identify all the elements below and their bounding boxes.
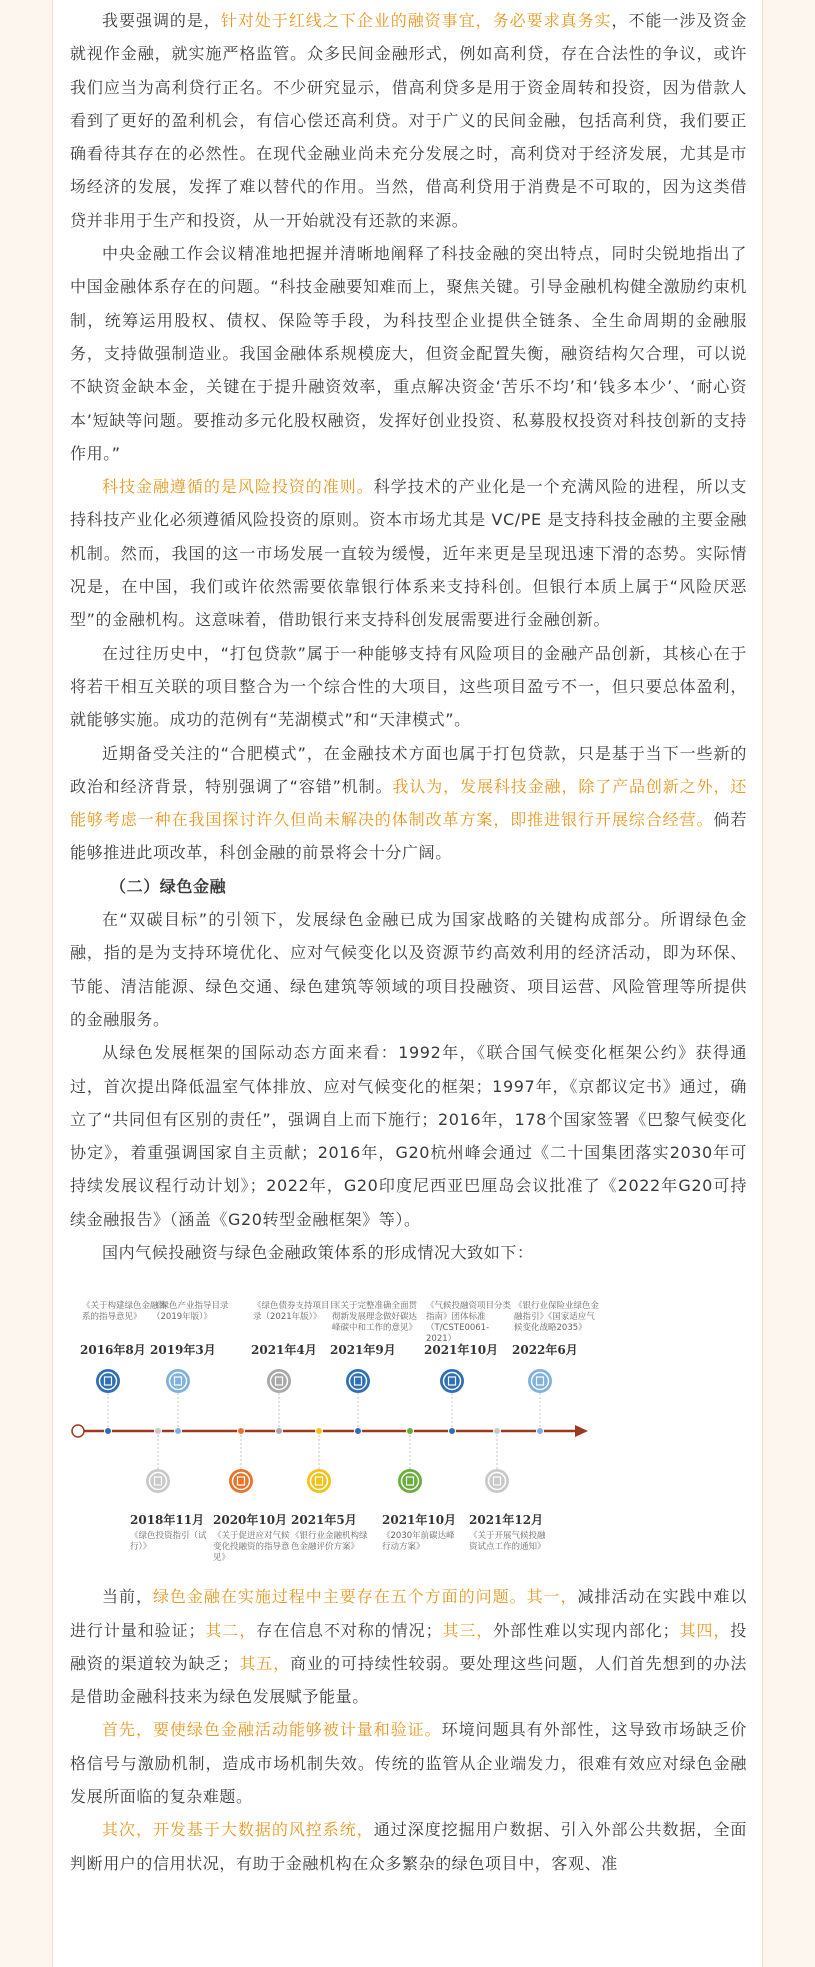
timeline-bottom-note: 《银行业金融机构绿色金融评价方案》 xyxy=(291,1531,368,1553)
paragraph-7: 从绿色发展框架的国际动态方面来看：1992年，《联合国气候变化框架公约》获得通过，首次提出降低温室气体排放、应对气候变化的框架；1997年，《京都议定书》通过，确立了“共同但有区别的责任”，强调自上而下施行；2016年，178个国家签署《巴黎气候变化协定》，着重强调国家自主贡献；2016年，G20杭州峰会通过《二十国集团落实2030年可持续发展议程行动计划》；2022年，G20印度尼西亚巴厘岛会议批准了《2022年G20可持续金融报告》（涵盖《G20转型金融框架》等）。 xyxy=(70,1043,747,1229)
highlight-text: 其三， xyxy=(442,1620,494,1640)
timeline-top-note: 《气候投融资项目分类指南》团体标准（T/CSTE0061-2021） xyxy=(426,1301,512,1345)
timeline-bottom-note: 《2030年前碳达峰行动方案》 xyxy=(382,1531,455,1553)
text: 我要强调的是， xyxy=(102,11,221,30)
timeline-top-date: 2021年4月 xyxy=(251,1343,317,1358)
timeline-top-note: 《绿色产业指导目录（2019年版）》 xyxy=(152,1301,229,1323)
highlight-text: 科技金融遵循的是风险投资的准则。 xyxy=(102,477,374,497)
text: 减排活动在实践中难以进行计量和验证； xyxy=(70,1587,747,1640)
timeline-dot xyxy=(316,1428,323,1435)
text: 商业的可持续性较弱。要处理这些问题，人们首先想到的办法是借助金融科技来为绿色发展赋予能量。 xyxy=(70,1653,747,1707)
timeline-bottom-note: 《绿色投资指引（试行）》 xyxy=(130,1531,207,1553)
text: 倘若能够推进此项改革，科创金融的前景将会十分广阔。 xyxy=(70,810,747,863)
highlight-text: 其次，开发基于大数据的风控系统， xyxy=(102,1820,374,1840)
highlight-text: 首先，要使绿色金融活动能够被计量和验证。 xyxy=(102,1720,442,1740)
timeline-bottom-note: 《关于开展气候投融资试点工作的通知》 xyxy=(469,1531,546,1553)
timeline-dot xyxy=(175,1428,182,1435)
highlight-text: 我认为，发展科技金融，除了产品创新之外，还能够考虑一种在我国探讨许久但尚未解决的体制改革方案，即推进银行开展综合经营。 xyxy=(70,776,747,830)
text: 存在信息不对称的情况； xyxy=(256,1620,443,1640)
highlight-text: 其五， xyxy=(239,1653,291,1673)
highlight-text: 其四， xyxy=(679,1620,731,1640)
paragraph-1 xyxy=(70,4,747,237)
paragraph-4: 在过往历史中，“打包贷款”属于一种能够支持有风险项目的金融产品创新，其核心在于将若干相互关联的项目整合为一个综合性的大项目，这些项目盈亏不一，但只要总体盈利，就能够实施。成功的范例有“芜湖模式”和“天津模式”。 xyxy=(70,643,747,730)
paragraph-5 xyxy=(70,737,747,870)
text: 环境问题具有外部性，这导致市场缺乏价格信号与激励机制，造成市场机制失效。传统的监管从企业端发力，很难有效应对绿色金融发展所面临的复杂难题。 xyxy=(70,1720,747,1807)
timeline-bottom-note: 《关于促进应对气候变化投融资的指导意见》 xyxy=(213,1531,290,1564)
timeline-dot xyxy=(537,1428,544,1435)
paragraph-2: 中央金融工作会议精准地把握并清晰地阐释了科技金融的突出特点，同时尖锐地指出了中国金融体系存在的问题。“科技金融要知难而上，聚焦关键。引导金融机构健全激励约束机制，统筹运用股权、债权、保险等手段，为科技型企业提供全链条、全生命周期的金融服务，支持做强制造业。我国金融体系规模庞大，但资金配置失衡，融资结构欠合理，可以说不缺资金缺本金，关键在于提升融资效率，重点解决资金‘苦乐不均’和‘钱多本少’、‘耐心资本’短缺等问题。要推动多元化股权融资，发挥好创业投资、私募股权投资对科技创新的支持作用。” xyxy=(70,244,747,463)
text: 科学技术的产业化是一个充满风险的进程，所以支持科技产业化必须遵循风险投资的原则。资本市场尤其是 VC/PE 是支持科技金融的主要金融机制。然而，我国的这一市场发展一直较为缓慢，近年来更是呈现迅速下滑的态势。实际情况是，在中国，我们或许依然需要依靠银行体系来支持科创。但银行本质上属于“风险厌恶型”的金融机构。这意味着，借助银行来支持科创发展需要进行金融创新。 xyxy=(70,477,748,630)
text: 当前， xyxy=(102,1587,153,1607)
timeline-dot xyxy=(494,1428,501,1435)
timeline-top-date: 2021年9月 xyxy=(330,1343,396,1358)
paragraph-6: 在“双碳目标”的引领下，发展绿色金融已成为国家战略的关键构成部分。所谓绿色金融，指的是为支持环境优化、应对气候变化以及资源节约高效利用的经济活动，即为环保、节能、清洁能源、绿色交通、绿色建筑等领域的项目投融资、项目运营、风险管理等所提供的金融服务。 xyxy=(70,910,747,1029)
timeline-top-note: 《绿色债券支持项目目录（2021年版）》 xyxy=(253,1301,339,1323)
highlight-text: 其二， xyxy=(205,1620,257,1640)
paragraph-11 xyxy=(70,1813,747,1880)
text: 近期备受关注的“合肥模式”，在金融技术方面也属于打包贷款，只是基于当下一些新的政治和经济背景，特别强调了“容错”机制。 xyxy=(70,743,747,796)
timeline-top-date: 2021年10月 xyxy=(424,1343,499,1358)
paragraph-8: 国内气候投融资与绿色金融政策体系的形成情况大致如下： xyxy=(102,1242,534,1262)
timeline-dot xyxy=(449,1428,456,1435)
text: 通过深度挖掘用户数据、引入外部公共数据，全面判断用户的信用状况，有助于金融机构在众多繁杂的绿色项目中，客观、准 xyxy=(70,1820,748,1873)
paragraph-10 xyxy=(70,1713,747,1813)
section-heading: （二）绿色金融 xyxy=(110,876,227,896)
timeline-top-date: 2019年3月 xyxy=(150,1343,216,1358)
timeline-bottom-date: 2018年11月 xyxy=(130,1513,205,1528)
timeline-dot xyxy=(355,1428,362,1435)
timeline-top-note: 《关于构建绿色金融体系的指导意见》 xyxy=(82,1301,168,1323)
article-page xyxy=(52,0,763,1967)
timeline-dot xyxy=(407,1428,414,1435)
text: 投融资的渠道较为缺乏； xyxy=(70,1620,747,1673)
article-content xyxy=(70,4,747,1880)
policy-timeline-figure xyxy=(70,1271,747,1576)
timeline-top-date: 2022年6月 xyxy=(512,1343,578,1358)
timeline-top-note: 《银行业保险业绿色金融指引》《国家适应气候变化战略2035》 xyxy=(514,1301,600,1334)
timeline-dot xyxy=(276,1428,283,1435)
timeline-top-date: 2016年8月 xyxy=(80,1343,146,1358)
timeline-bottom-date: 2021年5月 xyxy=(291,1513,357,1528)
timeline-bottom-date: 2021年12月 xyxy=(469,1513,544,1528)
highlight-text: 针对处于红线之下企业的融资事宜，务必要求真务实 xyxy=(220,11,612,30)
timeline-dot xyxy=(238,1428,245,1435)
timeline-dot xyxy=(105,1428,112,1435)
timeline-dot xyxy=(155,1428,162,1435)
timeline-start-circle xyxy=(72,1425,84,1437)
paragraph-3 xyxy=(70,470,747,636)
highlight-text: 绿色金融在实施过程中主要存在五个方面的问题。其一， xyxy=(152,1587,578,1607)
timeline-top-note: 《关于完整准确全面贯彻新发展理念做好碳达峰碳中和工作的意见》 xyxy=(332,1301,418,1334)
timeline-arrowhead xyxy=(575,1425,588,1437)
timeline-bottom-date: 2021年10月 xyxy=(382,1513,457,1528)
paragraph-9 xyxy=(70,1580,747,1713)
timeline-bottom-date: 2020年10月 xyxy=(213,1513,288,1528)
text: 外部性难以实现内部化； xyxy=(493,1620,680,1640)
text: ，不能一涉及资金就视作金融，就实施严格监管。众多民间金融形式，例如高利贷，存在合法性的争议，或许我们应当为高利贷行正名。不少研究显示，借高利贷多是用于资金周转和投资，因为借款人看到了更好的盈利机会，有信心偿还高利贷。对于广义的民间金融，包括高利贷，我们要正确看待其存在的必然性。在现代金融业尚未充分发展之时，高利贷对于经济发展，尤其是市场经济的发展，发挥了难以替代的作用。当然，借高利贷用于消费是不可取的，因为这类借贷并非用于生产和投资，从一开始就没有还款的来源。 xyxy=(70,11,747,230)
